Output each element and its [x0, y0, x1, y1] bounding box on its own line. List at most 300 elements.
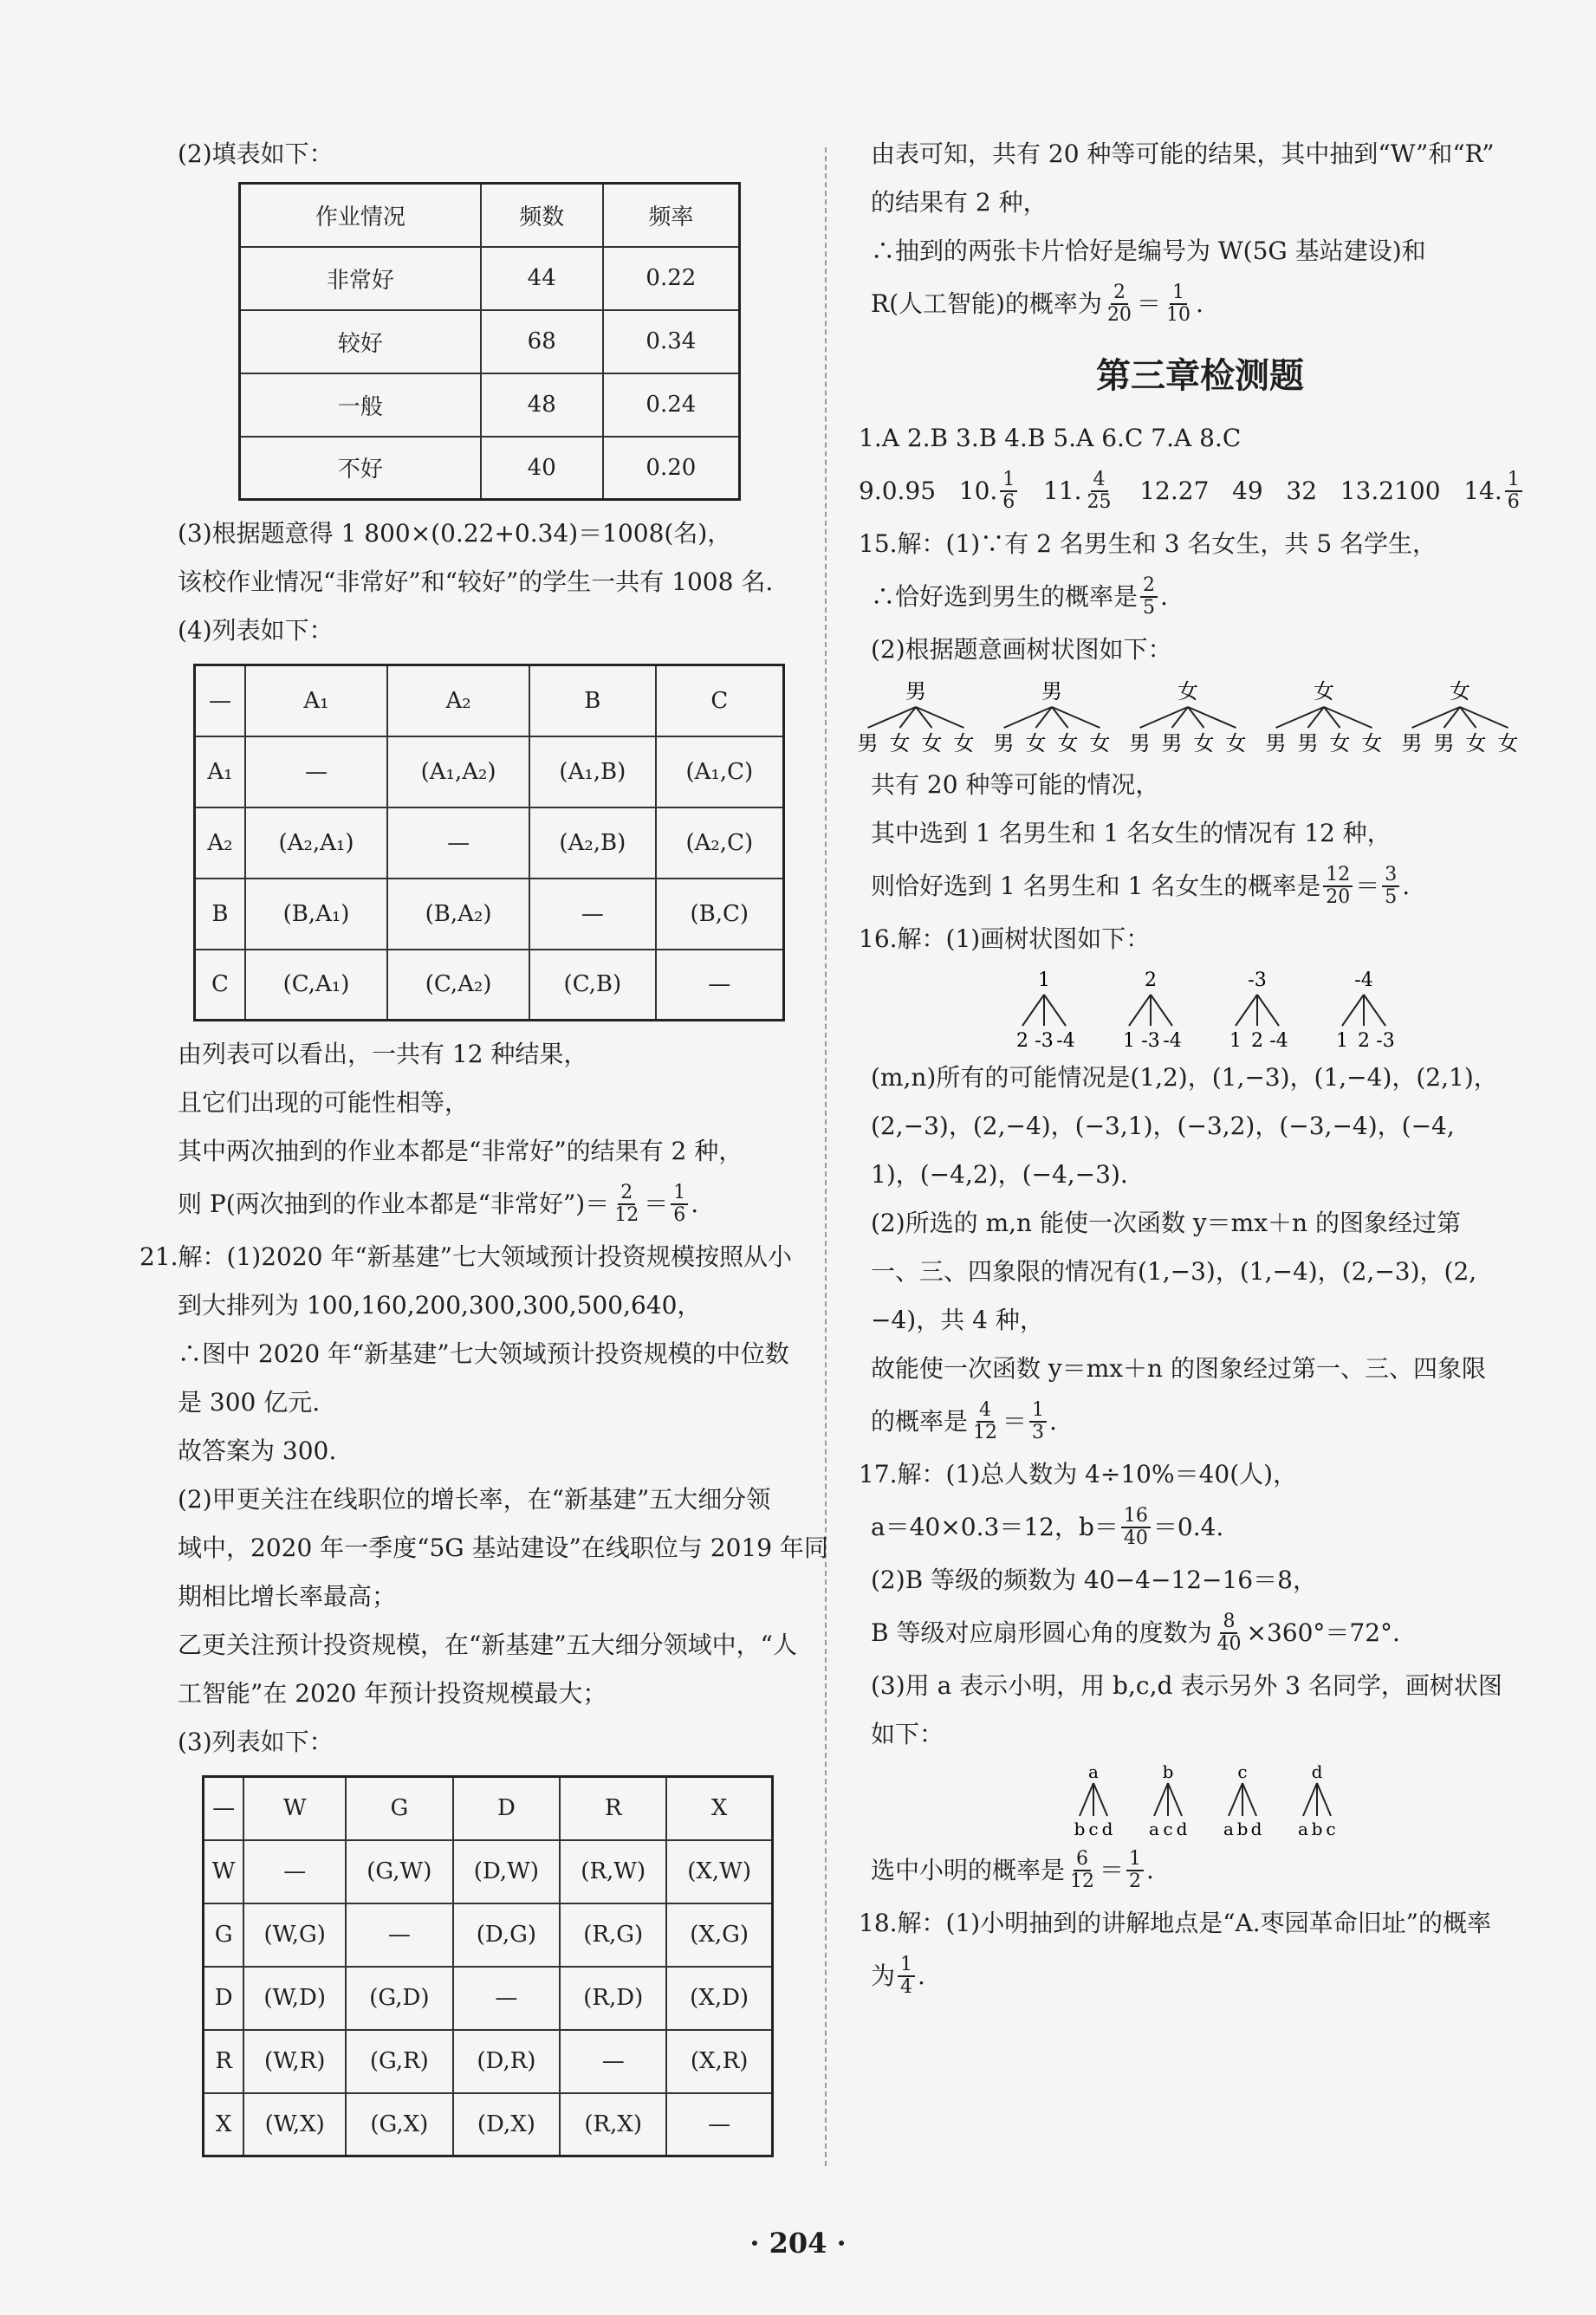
fraction: [612, 1183, 641, 1226]
text-segment: ＝: [1355, 872, 1380, 900]
text-line: (2)根据题意画树状图如下：: [871, 635, 1172, 664]
tree-leaf-node: 男: [1401, 731, 1423, 755]
text-line: (3)列表如下：: [178, 1728, 334, 1756]
text-segment: ＝0.4.: [1152, 1513, 1224, 1541]
bullet-left: ·: [749, 2227, 769, 2260]
denominator: 20: [1106, 304, 1132, 326]
table-cell: (A₂,A₁): [245, 807, 387, 879]
text-line: [178, 1176, 801, 1233]
table-cell: 0.24: [603, 373, 740, 437]
text-segment: 的概率是: [871, 1407, 969, 1436]
tree-leaf-node: -3: [1035, 1030, 1054, 1052]
numerator: 12: [1323, 865, 1353, 887]
tree-branch: [1364, 995, 1385, 1026]
table-cell: (D,X): [453, 2093, 561, 2156]
text-segment: R(人工智能)的概率为: [871, 289, 1102, 318]
tree-leaf-node: 女: [1465, 731, 1487, 755]
tree-branch: [1022, 995, 1044, 1026]
tree-root-node: 2: [1145, 969, 1157, 991]
table-cell: 48: [481, 373, 603, 437]
table-cell: X: [204, 2093, 244, 2156]
text-line: 15.解：(1)∵有 2 名男生和 3 名女生，共 5 名学生，: [859, 529, 1437, 558]
text-segment: 11.: [1020, 477, 1082, 505]
denominator: 40: [1216, 1633, 1242, 1655]
outcome-table-b: [202, 1775, 774, 2157]
table-header-cell: B: [529, 665, 655, 736]
numerator: 1: [1170, 282, 1187, 305]
numerator: 4: [976, 1400, 994, 1423]
tree-branch: [1080, 1783, 1093, 1816]
text-line: [871, 858, 1529, 915]
table-cell: 0.20: [603, 437, 740, 500]
tree-leaf-node: a: [1149, 1819, 1159, 1839]
table-cell: D: [204, 1967, 244, 2030]
text-line: [871, 1393, 1529, 1450]
numerator: 1: [1029, 1400, 1047, 1423]
tree-leaf-node: 女: [1225, 731, 1247, 755]
table-cell: B: [195, 879, 245, 950]
table-cell: (C,B): [529, 950, 655, 1021]
table-cell: 68: [481, 310, 603, 373]
text-segment: ＝: [1100, 1856, 1125, 1884]
tree-leaf-node: 女: [1361, 731, 1383, 755]
fraction: [671, 1183, 688, 1226]
table-header-cell: X: [666, 1777, 772, 1840]
numerator: 2: [1140, 575, 1158, 598]
bullet-right: ·: [827, 2227, 847, 2260]
table-row: [240, 247, 740, 310]
fraction: [1029, 1400, 1047, 1443]
numerator: 1: [1000, 470, 1017, 492]
table-cell: —: [656, 950, 784, 1021]
text-line: 16.解：(1)画树状图如下：: [859, 924, 1151, 953]
text-segment: .: [1049, 1407, 1057, 1436]
tree-root-node: a: [1088, 1761, 1099, 1782]
text-line: 到大排列为 100,160,200,300,300,500,640，: [178, 1291, 702, 1320]
page-number-value: 204: [769, 2227, 827, 2260]
tree-leaf-node: 2: [1358, 1030, 1370, 1052]
denominator: 5: [1385, 886, 1398, 908]
fraction: [1000, 470, 1017, 513]
table-cell: (D,R): [453, 2030, 561, 2093]
table-cell: —: [387, 807, 529, 879]
tree-root-node: 1: [1038, 969, 1050, 991]
table-cell: 40: [481, 437, 603, 500]
tree-leaf-node: 女: [889, 731, 911, 755]
table-row: [204, 1903, 773, 1967]
text-line: (3)根据题意得 1 800×(0.22+0.34)＝1008(名)，: [178, 519, 732, 548]
table-header-cell: C: [656, 665, 784, 736]
tree-leaf-node: 女: [953, 731, 975, 755]
table-cell: 不好: [240, 437, 481, 500]
table-cell: 0.22: [603, 247, 740, 310]
tree-branch: [1129, 995, 1151, 1026]
tree-root-node: 女: [1178, 679, 1198, 704]
table-cell: G: [204, 1903, 244, 1967]
table-cell: —: [666, 2093, 772, 2156]
numerator: 6: [1074, 1849, 1091, 1871]
table-cell: (W,G): [243, 1903, 346, 1967]
table-cell: (W,X): [243, 2093, 346, 2156]
fraction: [1105, 282, 1134, 326]
text-line: 该校作业情况“非常好”和“较好”的学生一共有 1008 名.: [178, 567, 774, 596]
tree-leaf-node: -4: [1269, 1030, 1288, 1052]
table-cell: (A₁,C): [656, 736, 784, 807]
tree-leaf-node: c: [1088, 1819, 1099, 1839]
numerator: 1: [671, 1183, 688, 1205]
denominator: 10: [1165, 304, 1191, 326]
tree-leaf-node: 1: [1336, 1030, 1348, 1052]
table-row: [240, 437, 740, 500]
fraction: [1067, 1849, 1097, 1892]
text-line: (m,n)所有的可能情况是(1,2)，(1,−3)，(1,−4)，(2,1)，: [871, 1063, 1498, 1092]
text-segment: .: [1146, 1856, 1154, 1884]
tree-root-node: 女: [1450, 679, 1470, 704]
text-line: 由列表可以看出，一共有 12 种结果，: [178, 1040, 588, 1068]
tree-root-node: -4: [1354, 969, 1373, 991]
tree-branch: [1317, 1783, 1331, 1816]
text-segment: B 等级对应扇形圆心角的度数为: [871, 1618, 1212, 1647]
tree-leaf-node: -4: [1163, 1030, 1182, 1052]
tree-branch: [1044, 995, 1066, 1026]
table-row: [204, 2030, 773, 2093]
text-segment: ×360°＝72°.: [1246, 1618, 1400, 1647]
tree-leaf-node: -3: [1376, 1030, 1395, 1052]
tree-leaf-node: -3: [1141, 1030, 1160, 1052]
table-cell: (R,G): [560, 1903, 666, 1967]
tree-root-node: 男: [905, 679, 926, 704]
text-line: 如下：: [871, 1720, 944, 1748]
chapter-title: 第三章检测题: [1096, 356, 1304, 396]
table-cell: (X,D): [666, 1967, 772, 2030]
table-cell: (G,W): [346, 1840, 452, 1903]
table-cell: (W,D): [243, 1967, 346, 2030]
fraction: [1323, 865, 1353, 908]
table-cell: W: [204, 1840, 244, 1903]
column-divider: [825, 147, 827, 2166]
tree-branch: [1168, 1783, 1182, 1816]
table-cell: —: [245, 736, 387, 807]
numerator: 16: [1121, 1506, 1151, 1528]
denominator: 40: [1123, 1527, 1148, 1549]
table-cell: 44: [481, 247, 603, 310]
table-cell: R: [204, 2030, 244, 2093]
table-cell: (R,D): [560, 1967, 666, 2030]
tree-leaf-node: 男: [1129, 731, 1151, 755]
tree-leaf-node: c: [1163, 1819, 1173, 1839]
tree-branch: [1303, 1783, 1317, 1816]
numerator: 8: [1220, 1611, 1237, 1634]
tree-leaf-node: 男: [1433, 731, 1455, 755]
fraction: [1140, 575, 1158, 619]
table-cell: —: [453, 1967, 561, 2030]
tree-leaf-node: 女: [1497, 731, 1519, 755]
denominator: 5: [1143, 597, 1156, 619]
table-cell: (C,A₂): [387, 950, 529, 1021]
tree-leaf-node: 男: [857, 731, 879, 755]
page-number: [0, 2227, 1596, 2260]
table-cell: (B,C): [656, 879, 784, 950]
table-header-cell: 作业情况: [240, 184, 481, 247]
text-line: [859, 463, 1529, 520]
table-cell: C: [195, 950, 245, 1021]
text-segment: 9.0.95 10.: [859, 477, 998, 505]
text-line: 的结果有 2 种，: [871, 188, 1048, 217]
table-header-cell: 频数: [481, 184, 603, 247]
tree-branch: [1342, 995, 1364, 1026]
table-row: [204, 1840, 773, 1903]
table-cell: A₂: [195, 807, 245, 879]
tree-branch: [1257, 995, 1279, 1026]
tree-leaf-node: a: [1223, 1819, 1234, 1839]
table-cell: (C,A₁): [245, 950, 387, 1021]
denominator: 12: [1070, 1871, 1095, 1892]
text-segment: ＝: [1136, 289, 1161, 318]
text-segment: .: [918, 1962, 925, 1990]
tree-leaf-node: 1: [1123, 1030, 1135, 1052]
table-cell: (G,X): [346, 2093, 452, 2156]
denominator: 6: [673, 1204, 686, 1226]
right-column: [857, 130, 1529, 2005]
text-line: 域中，2020 年一季度“5G 基站建设”在线职位与 2019 年同: [178, 1534, 828, 1562]
fraction: [1382, 865, 1399, 908]
text-line: −4)，共 4 种，: [871, 1306, 1044, 1334]
table-cell: (G,R): [346, 2030, 452, 2093]
tree-leaf-node: 男: [1297, 731, 1319, 755]
denominator: 4: [900, 1976, 913, 1998]
tree-leaf-node: d: [1250, 1819, 1262, 1839]
tree-root-node: c: [1237, 1761, 1248, 1782]
fraction: [1505, 470, 1522, 513]
text-segment: 选中小明的概率是: [871, 1856, 1066, 1884]
tree-leaf-node: 2: [1016, 1030, 1028, 1052]
numerator: 1: [1505, 470, 1522, 492]
text-line: (2)B 等级的频数为 40−4−12−16＝8，: [871, 1566, 1317, 1594]
outcome-table-a: [193, 664, 785, 1021]
tree-leaf-node: 男: [993, 731, 1015, 755]
tree-leaf-node: 男: [1161, 731, 1183, 755]
denominator: 12: [973, 1422, 998, 1443]
tree-leaf-node: 女: [1329, 731, 1351, 755]
table-cell: (D,W): [453, 1840, 561, 1903]
table-cell: (W,R): [243, 2030, 346, 2093]
table-cell: 0.34: [603, 310, 740, 373]
text-line: 工智能”在 2020 年预计投资规模最大；: [178, 1679, 607, 1708]
text-segment: .: [1160, 582, 1168, 611]
text-line: 由表可知，共有 20 种等可能的结果，其中抽到“W”和“R”: [871, 139, 1495, 168]
table-header-cell: R: [560, 1777, 666, 1840]
table-row: [204, 1967, 773, 2030]
numerator: 3: [1382, 865, 1399, 887]
numerator: 2: [618, 1183, 635, 1205]
text-line: 是 300 亿元.: [178, 1388, 321, 1417]
tree-root-node: 女: [1314, 679, 1334, 704]
text-line: 故能使一次函数 y＝mx＋n 的图象经过第一、三、四象限: [871, 1354, 1486, 1383]
table-header-cell: A₁: [245, 665, 387, 736]
tree-branch: [1229, 1783, 1242, 1816]
text-line: 期相比增长率最高；: [178, 1582, 397, 1611]
tree-leaf-node: b: [1236, 1819, 1249, 1839]
fraction: [1164, 282, 1193, 326]
table-cell: (D,G): [453, 1903, 561, 1967]
frequency-table: [238, 182, 741, 501]
tree-root-node: b: [1162, 1761, 1174, 1782]
tree-diagram-16: [871, 963, 1529, 1054]
text-line: (2)所选的 m,n 能使一次函数 y＝mx＋n 的图象经过第: [871, 1209, 1461, 1237]
text-line: [871, 568, 1529, 626]
table-cell: —: [529, 879, 655, 950]
text-line: 21.解：(1)2020 年“新基建”七大领域预计投资规模按照从小: [139, 1242, 792, 1271]
table-header-cell: —: [204, 1777, 244, 1840]
tree-leaf-node: 女: [921, 731, 943, 755]
table-cell: 较好: [240, 310, 481, 373]
tree-leaf-node: 女: [1057, 731, 1079, 755]
denominator: 12: [614, 1204, 639, 1226]
tree-leaf-node: b: [1311, 1819, 1323, 1839]
text-segment: .: [1402, 872, 1411, 900]
table-cell: (A₁,A₂): [387, 736, 529, 807]
tree-diagram-17: [871, 1759, 1529, 1842]
text-segment: a＝40×0.3＝12，b＝: [871, 1513, 1119, 1541]
table-cell: —: [346, 1903, 452, 1967]
fraction: [970, 1400, 1000, 1443]
text-line: 且它们出现的可能性相等，: [178, 1088, 470, 1117]
text-segment: ＝: [644, 1190, 669, 1218]
table-header-cell: —: [195, 665, 245, 736]
table-cell: —: [243, 1840, 346, 1903]
text-line: 其中两次抽到的作业本都是“非常好”的结果有 2 种，: [178, 1137, 743, 1165]
text-line: [871, 1842, 1529, 1899]
table-cell: (A₂,B): [529, 807, 655, 879]
text-segment: 为: [871, 1962, 896, 1990]
table-cell: (R,W): [560, 1840, 666, 1903]
fraction: [1126, 1849, 1144, 1892]
denominator: 25: [1087, 491, 1112, 513]
text-line: [871, 1948, 1529, 2005]
table-header-cell: 频率: [603, 184, 740, 247]
table-cell: (A₁,B): [529, 736, 655, 807]
table-cell: 一般: [240, 373, 481, 437]
text-line: [871, 1499, 1529, 1556]
numerator: 1: [898, 1955, 915, 1977]
table-cell: —: [560, 2030, 666, 2093]
text-line: 乙更关注预计投资规模，在“新基建”五大细分领域中，“人: [178, 1631, 797, 1659]
text-line: 1)，(−4,2)，(−4,−3).: [871, 1160, 1128, 1189]
table-cell: (A₂,C): [656, 807, 784, 879]
table-header-row: [195, 665, 784, 736]
numerator: 2: [1111, 282, 1128, 305]
tree-leaf-node: 1: [1229, 1030, 1242, 1052]
tree-leaf-node: d: [1176, 1819, 1188, 1839]
text-line: (2)填表如下：: [178, 139, 334, 168]
tree-leaf-node: c: [1326, 1819, 1336, 1839]
tree-diagram-15: [855, 674, 1531, 761]
tree-branch: [1154, 1783, 1168, 1816]
numerator: 4: [1091, 470, 1108, 492]
tree-leaf-node: -4: [1056, 1030, 1075, 1052]
tree-root-node: d: [1311, 1761, 1323, 1782]
table-row: [195, 736, 784, 807]
table-row: [195, 950, 784, 1021]
table-cell: (X,G): [666, 1903, 772, 1967]
table-cell: (B,A₁): [245, 879, 387, 950]
table-header-cell: D: [453, 1777, 561, 1840]
denominator: 20: [1326, 886, 1351, 908]
table-cell: (B,A₂): [387, 879, 529, 950]
tree-branch: [1093, 1783, 1107, 1816]
text-line: 18.解：(1)小明抽到的讲解地点是“A.枣园革命旧址”的概率: [859, 1909, 1491, 1937]
tree-leaf-node: a: [1298, 1819, 1308, 1839]
table-row: [204, 2093, 773, 2156]
tree-leaf-node: 女: [1193, 731, 1215, 755]
table-cell: 非常好: [240, 247, 481, 310]
table-row: [195, 807, 784, 879]
table-cell: A₁: [195, 736, 245, 807]
fraction: [1085, 470, 1114, 513]
tree-leaf-node: 女: [1025, 731, 1047, 755]
tree-leaf-node: d: [1101, 1819, 1113, 1839]
left-column: [139, 130, 828, 2166]
table-cell: (X,R): [666, 2030, 772, 2093]
numerator: 1: [1126, 1849, 1144, 1871]
text-line: (3)用 a 表示小明，用 b,c,d 表示另外 3 名同学，画树状图: [871, 1671, 1502, 1700]
denominator: 6: [1507, 491, 1520, 513]
tree-leaf-node: 2: [1251, 1030, 1263, 1052]
text-line: 1.A 2.B 3.B 4.B 5.A 6.C 7.A 8.C: [859, 424, 1242, 452]
table-cell: (R,X): [560, 2093, 666, 2156]
text-line: ∴图中 2020 年“新基建”七大领域预计投资规模的中位数: [178, 1339, 789, 1368]
denominator: 6: [1002, 491, 1015, 513]
text-line: (4)列表如下：: [178, 616, 334, 645]
text-line: [871, 276, 1529, 333]
table-row: [195, 879, 784, 950]
table-cell: (G,D): [346, 1967, 452, 2030]
text-segment: 则恰好选到 1 名男生和 1 名女生的概率是: [871, 872, 1321, 900]
fraction: [1214, 1611, 1243, 1655]
text-line: 故答案为 300.: [178, 1436, 337, 1465]
text-line: 其中选到 1 名男生和 1 名女生的情况有 12 种，: [871, 819, 1392, 847]
tree-leaf-node: b: [1074, 1819, 1086, 1839]
tree-branch: [1236, 995, 1257, 1026]
fraction: [1121, 1506, 1151, 1549]
text-line: 17.解：(1)总人数为 4÷10%＝40(人)，: [859, 1460, 1298, 1488]
tree-branch: [1242, 1783, 1256, 1816]
table-cell: (X,W): [666, 1840, 772, 1903]
text-line: ∴抽到的两张卡片恰好是编号为 W(5G 基站建设)和: [871, 237, 1426, 265]
text-line: 共有 20 种等可能的情况，: [871, 770, 1160, 799]
tree-leaf-node: 男: [1265, 731, 1287, 755]
table-header-cell: G: [346, 1777, 452, 1840]
text-line: (2)甲更关注在线职位的增长率，在“新基建”五大细分领: [178, 1485, 771, 1514]
text-segment: 12.27 49 32 13.2100 14.: [1116, 477, 1502, 505]
table-header-cell: A₂: [387, 665, 529, 736]
tree-branch: [1151, 995, 1172, 1026]
text-line: [871, 1605, 1529, 1662]
text-segment: 则 P(两次抽到的作业本都是“非常好”)＝: [178, 1190, 610, 1218]
table-header-row: [240, 184, 740, 247]
text-segment: ＝: [1002, 1407, 1028, 1436]
denominator: 3: [1032, 1422, 1045, 1443]
table-header-row: [204, 1777, 773, 1840]
fraction: [898, 1955, 915, 1998]
text-segment: .: [691, 1190, 699, 1218]
table-row: [240, 373, 740, 437]
text-segment: .: [1195, 289, 1203, 318]
denominator: 2: [1129, 1871, 1142, 1892]
text-line: 一、三、四象限的情况有(1,−3)，(1,−4)，(2,−3)，(2,: [871, 1257, 1477, 1286]
tree-root-node: 男: [1041, 679, 1062, 704]
table-row: [240, 310, 740, 373]
